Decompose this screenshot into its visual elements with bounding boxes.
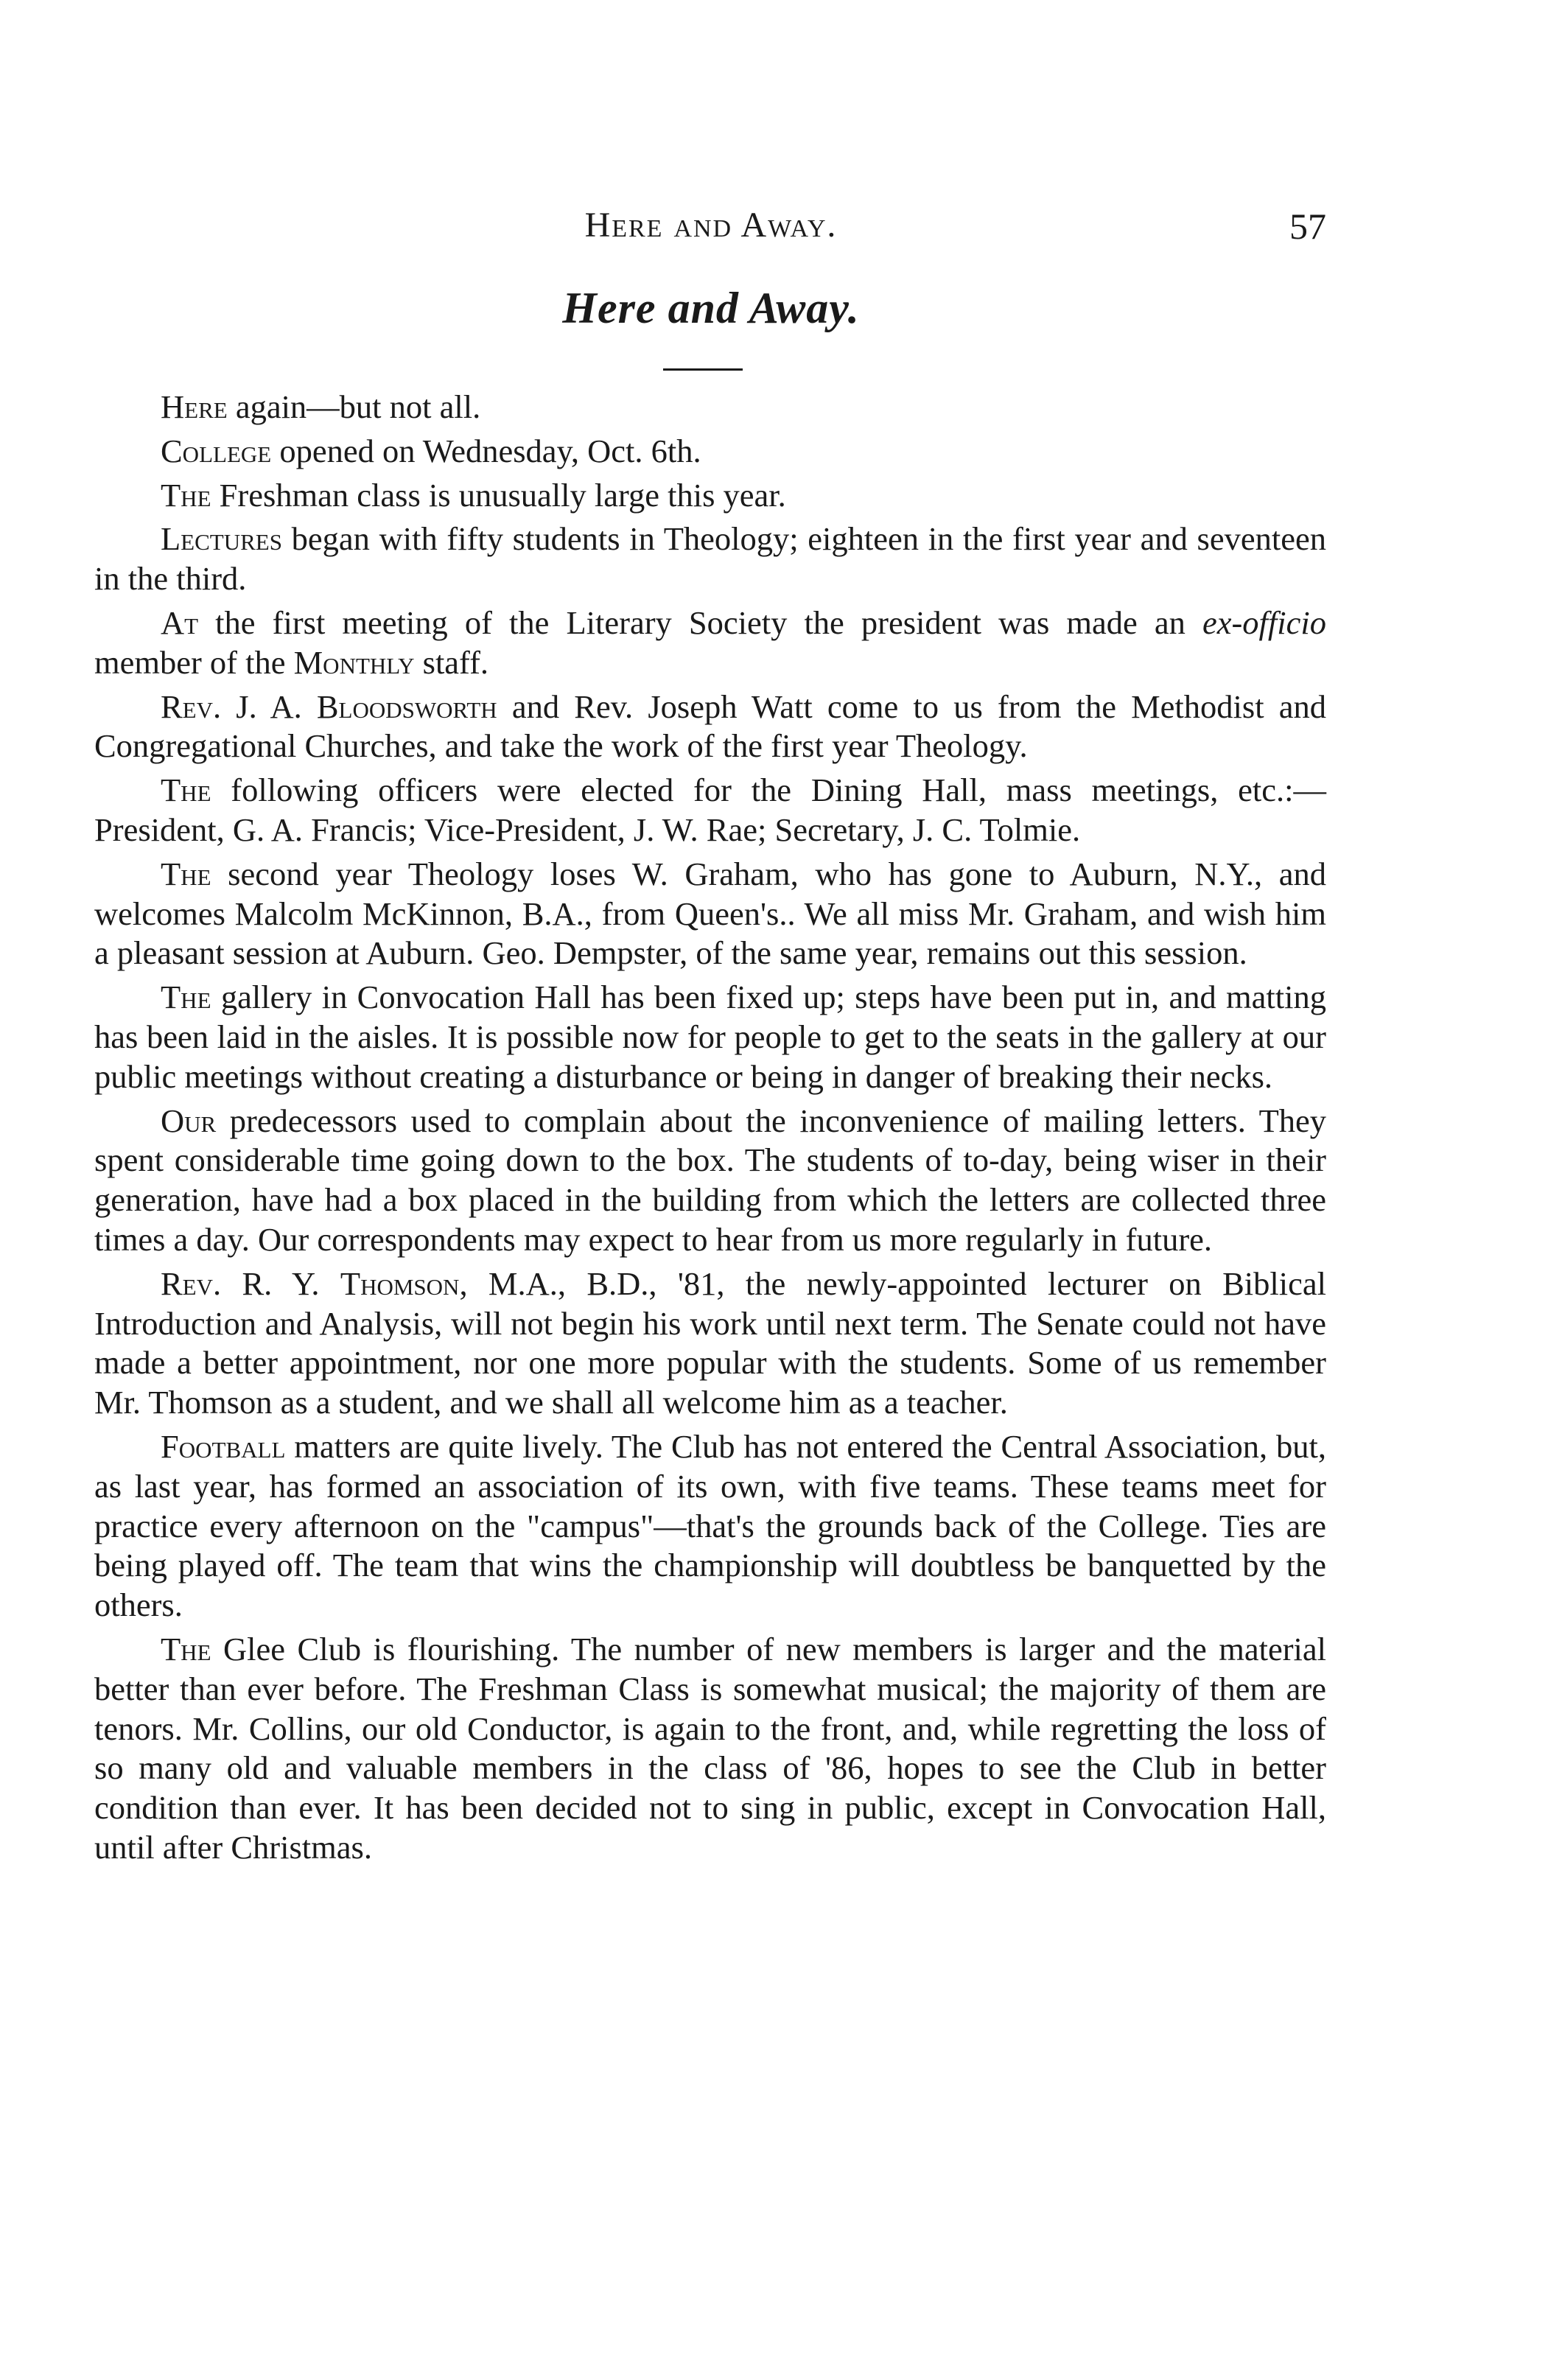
paragraph-new-lecturer [94,1264,1326,1423]
paragraph-text: matters are quite lively. The Club has not entered the Central Association, but, as last year, has formed an association of its own, with five teams. These teams meet for practice every afternoon on the "campus"—that's the grounds back of the College. Ties are being played off. The team that wins the championship will doubtless be banquetted by the others. [94,1427,1326,1624]
lead-word: College [161,432,272,469]
lead-word: Football [161,1427,286,1465]
lead-word: The [161,855,211,892]
paragraph-text: Freshman class is unusually large this year. [211,476,786,514]
paragraph-text: J. A. [221,687,317,725]
paragraph-text: Glee Club is flourishing. The number of new members is larger and the material better than ever before. The Freshman Class is somewhat musical; the majority of them are tenors. Mr. Collins, our old Conductor, is again to the front, and, while regretting the loss of so many old and valuable members in the class of '86, hopes to see the Club in better condition than ever. It has been decided not to sing in public, except in Convocation Hall, until after Christmas. [94,1630,1326,1866]
paragraph-text: staff. [414,643,489,681]
paragraph-football [94,1427,1326,1625]
paragraph-text: and Rev. Joseph Watt come to us from the Methodist and Congregational Churches, and take the work of the first year Theology. [94,687,1327,765]
lead-word: The [161,979,211,1016]
paragraph-literary-society [94,603,1326,683]
paragraph-second-year-theology [94,855,1326,973]
lead-word: At [161,603,199,641]
paragraph-text: gallery in Convocation Hall has been fixed up; steps have been put in, and matting has been laid in the aisles. It is possible now for people to get to the seats in the gallery at our public meetings without creating a disturbance or being in danger of breaking their necks. [94,979,1326,1095]
paragraph-glee-club [94,1630,1326,1868]
paragraph-text: opened on Wednesday, Oct. 6th. [271,432,701,469]
paragraph-text: again—but not all. [227,388,481,425]
section-title: Here and Away. [562,284,860,332]
lead-word: Our [161,1102,217,1139]
paragraph-text: R. Y. [221,1264,340,1302]
paragraph-text: member of the [94,643,294,681]
person-name: Bloodsworth [316,687,497,725]
lead-word: Here [161,388,228,425]
paragraph-text: the first meeting of the Literary Society the president was made an [198,603,1202,641]
title-rule [663,368,743,371]
paragraph-convocation-gallery [94,978,1326,1096]
paragraph-text: began with fifty students in Theology; eighteen in the first year and seventeen in the third. [94,520,1326,598]
body-text [94,388,1326,1872]
running-title: Here and Away. [584,206,838,245]
page-number: 57 [1289,206,1326,247]
person-name: Thomson [340,1264,460,1302]
lead-word: The [161,476,211,514]
paragraph-text: following officers were elected for the Dining Hall, mass meetings, etc.:—President, G. A. Francis; Vice-President, J. W. Rae; Secretary, J. C. Tolmie. [94,771,1326,848]
lead-word: Rev. [161,1264,222,1302]
paragraph-new-professors [94,687,1326,767]
paragraph-text: predecessors used to complain about the inconvenience of mailing letters. They spent considerable time going down to the box. The students of to-day, being wiser in their generation, have had a box placed in the building from which the letters are collected three times a day. Our correspondents may expect to hear from us more regularly in future. [94,1102,1326,1258]
paragraph-freshman-class [94,476,1326,516]
lead-word: The [161,771,211,809]
italic-phrase: ex-officio [1202,603,1326,641]
paragraph-text: second year Theology loses W. Graham, who has gone to Auburn, N.Y., and welcomes Malcolm McKinnon, B.A., from Queen's.. We all miss Mr. Graham, and wish him a pleasant session at Auburn. Geo. Dempster, of the same year, remains out this session. [94,855,1326,972]
paragraph-college-opened [94,432,1326,472]
paragraph-dining-hall-officers [94,771,1326,850]
lead-word: Lectures [161,520,282,558]
paragraph-lectures [94,519,1326,599]
running-head [96,205,1326,256]
paragraph-mailing-letters [94,1102,1326,1260]
lead-word: The [161,1630,211,1667]
paragraph-text: , M.A., B.D., '81, the newly-appointed lecturer on Biblical Introduction and Analysis, will not begin his work until next term. The Senate could not have made a better appointment, nor one more popular with the students. Some of us remember Mr. Thomson as a student, and we shall all welcome him as a teacher. [94,1264,1326,1421]
paragraph-here-again [94,388,1326,427]
publication-name: Monthly [293,643,415,681]
lead-word: Rev. [161,687,222,725]
